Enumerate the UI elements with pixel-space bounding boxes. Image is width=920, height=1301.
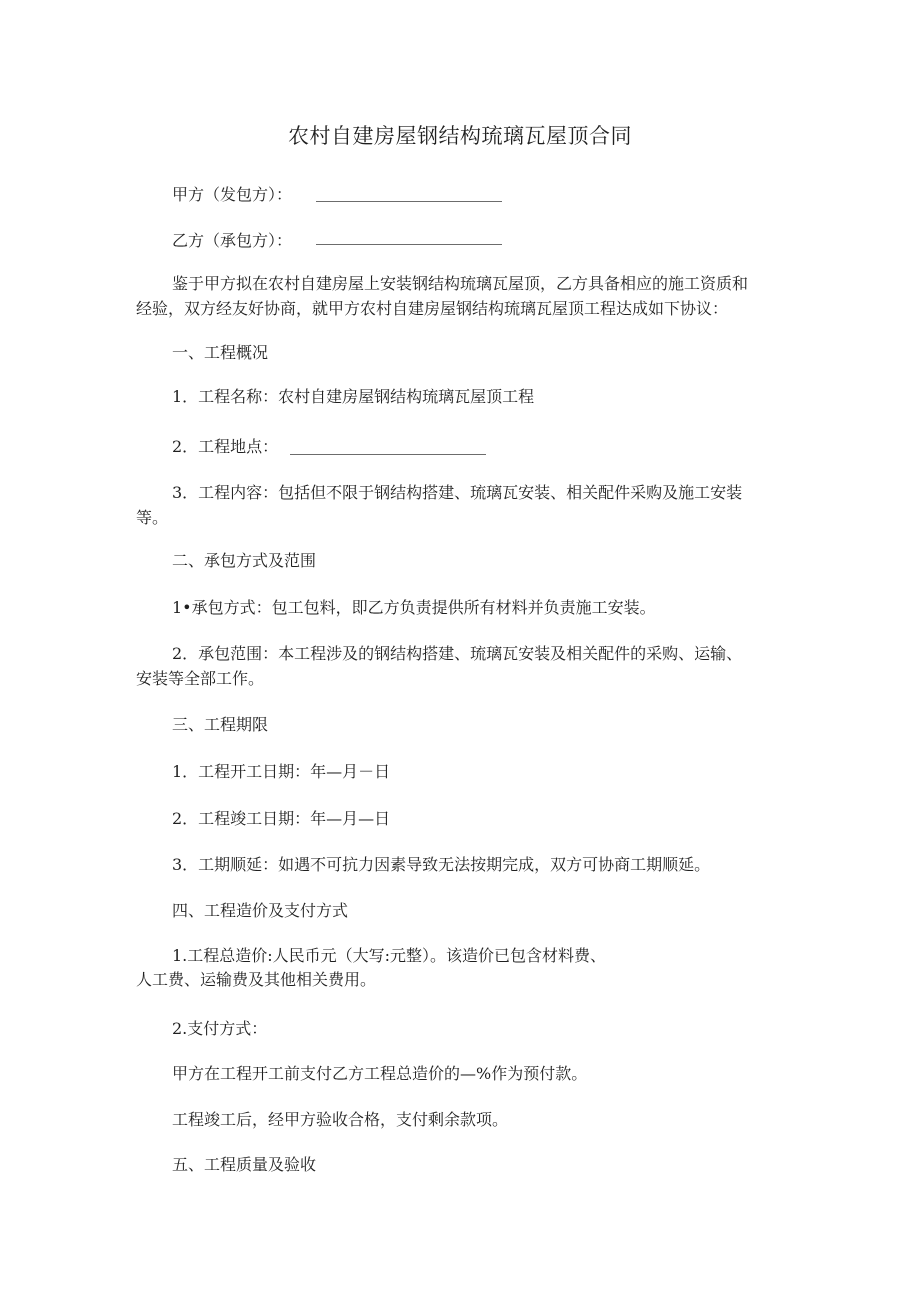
party-b-label: 乙方（承包方）： (172, 231, 293, 250)
completion-date-item: 2．工程竣工日期：年—月—日 (172, 809, 391, 828)
start-date-item: 1．工程开工日期：年—月－日 (172, 762, 391, 781)
payment-method-item: 2.支付方式： (172, 1019, 268, 1038)
project-name-item: 1．工程名称：农村自建房屋钢结构琉璃瓦屋顶工程 (172, 387, 535, 406)
party-b-blank[interactable] (316, 244, 502, 245)
preamble-line-2: 经验，双方经友好协商，就甲方农村自建房屋钢结构琉璃瓦屋顶工程达成如下协议： (136, 299, 729, 318)
final-payment-text: 工程竣工后，经甲方验收合格，支付剩余款项。 (172, 1110, 509, 1129)
project-content-line-1: 3．工程内容：包括但不限于钢结构搭建、琉璃瓦安装、相关配件采购及施工安装 (172, 483, 743, 502)
party-a-blank[interactable] (316, 201, 502, 202)
contract-method-item: 1•承包方式：包工包料，即乙方负责提供所有材料并负责施工安装。 (172, 598, 656, 617)
section-3-title: 三、工程期限 (172, 715, 269, 734)
section-5-title: 五、工程质量及验收 (172, 1155, 317, 1174)
advance-payment-text: 甲方在工程开工前支付乙方工程总造价的—%作为预付款。 (172, 1064, 588, 1083)
project-location-blank[interactable] (290, 454, 486, 455)
contract-scope-line-1: 2．承包范围：本工程涉及的钢结构搭建、琉璃瓦安装及相关配件的采购、运输、 (172, 644, 743, 663)
project-content-line-2: 等。 (136, 508, 169, 527)
contract-title: 农村自建房屋钢结构琉璃瓦屋顶合同 (288, 124, 632, 148)
total-price-line-1: 1.工程总造价:人民币元（大写:元整）。该造价已包含材料费、 (172, 946, 607, 965)
section-2-title: 二、承包方式及范围 (172, 551, 317, 570)
extension-item: 3．工期顺延：如遇不可抗力因素导致无法按期完成，双方可协商工期顺延。 (172, 855, 711, 874)
party-a-label: 甲方（发包方）： (172, 185, 293, 204)
preamble-line-1: 鉴于甲方拟在农村自建房屋上安装钢结构琉璃瓦屋顶，乙方具备相应的施工资质和 (172, 274, 749, 293)
section-1-title: 一、工程概况 (172, 343, 269, 362)
project-location-item: 2．工程地点： (172, 437, 279, 456)
total-price-line-2: 人工费、运输费及其他相关费用。 (136, 970, 377, 989)
contract-scope-line-2: 安装等全部工作。 (136, 669, 265, 688)
section-4-title: 四、工程造价及支付方式 (172, 901, 349, 920)
